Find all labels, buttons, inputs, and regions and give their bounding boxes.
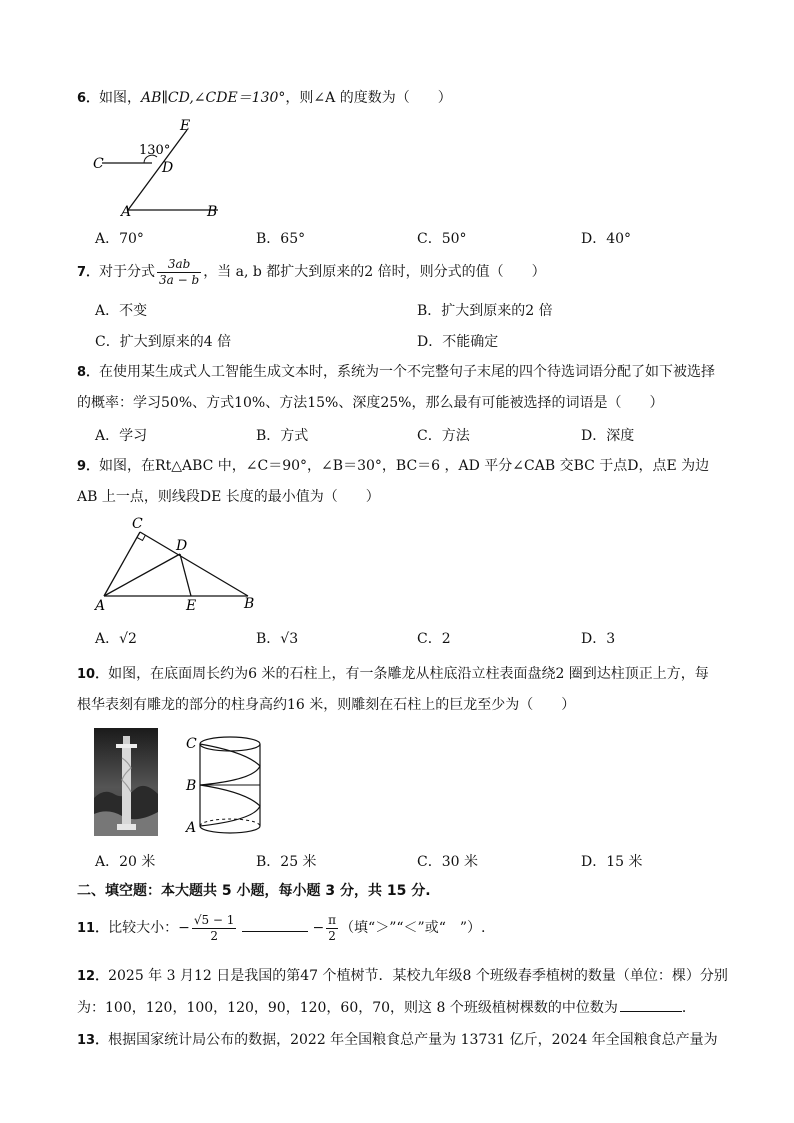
q8-option-b[interactable]: B．方式	[256, 428, 309, 444]
q11-right-denominator: 2	[328, 928, 336, 943]
q9-figure	[90, 512, 270, 616]
q10-label-a: A	[186, 820, 197, 836]
q11-left-numerator: √5 − 1	[193, 912, 235, 927]
q9-line-1	[77, 456, 709, 477]
q10-option-b[interactable]: B．25 米	[256, 854, 317, 870]
q10-option-a[interactable]: A．20 米	[95, 854, 156, 870]
q11-right-sign: −	[312, 920, 325, 936]
q7-option-c[interactable]: C．扩大到原来的4 倍	[95, 334, 232, 350]
q7-stem	[77, 254, 546, 291]
q6-option-d[interactable]: D．40°	[581, 231, 632, 247]
q12-text-2: 为：100，120，100，120，90，120，60，70，则这 8 个班级植树棵数的中位数为	[77, 1000, 618, 1016]
q10-option-d[interactable]: D．15 米	[581, 854, 643, 870]
q9-line-2: AB 上一点，则线段DE 长度的最小值为（ ）	[77, 489, 380, 505]
q6-option-c[interactable]: C．50°	[417, 231, 467, 247]
q6-line-ae	[128, 130, 187, 210]
q6-number: 6．	[77, 91, 100, 106]
q10-bottom-front-arc	[200, 826, 260, 833]
q6-text-pre: 如图，	[99, 90, 142, 106]
q11-right-fraction	[326, 913, 338, 944]
q7-frac-denominator: 3a − b	[159, 272, 200, 287]
q10-option-c[interactable]: C．30 米	[417, 854, 478, 870]
q6-angle-label: 130°	[139, 143, 171, 158]
q12-answer-blank[interactable]	[620, 1011, 682, 1012]
q9-number: 9．	[77, 459, 100, 474]
q6-text-post: ，则∠A 的度数为（ ）	[285, 90, 452, 106]
q6-stem	[77, 88, 452, 109]
q6-option-b[interactable]: B．65°	[256, 231, 306, 247]
q8-text-1: 在使用某生成式人工智能生成文本时，系统为一个不完整句子末尾的四个待选词语分配了如下被选择	[99, 364, 716, 380]
q6-label-a: A	[121, 204, 132, 220]
q10-label-b: B	[186, 778, 197, 794]
q12-line-1	[77, 966, 728, 987]
q9-text-1: 如图，在Rt△ABC 中，∠C＝90°，∠B＝30°，BC＝6 ，AD 平分∠CAB 交BC 于点D，点E 为边	[99, 458, 710, 474]
q11-answer-blank[interactable]	[242, 931, 308, 932]
q9-option-c[interactable]: C．2	[417, 631, 451, 647]
q11-left-sign: −	[178, 920, 190, 936]
q10-helix-upper	[200, 744, 260, 785]
q6-label-b: B	[207, 204, 218, 220]
q7-option-d[interactable]: D．不能确定	[417, 334, 499, 350]
q6-math: AB∥CD,∠CDE＝130°	[141, 90, 286, 106]
q10-line-2: 根华表刻有雕龙的部分的柱身高约16 米，则雕刻在石柱上的巨龙至少为（ ）	[77, 697, 576, 713]
q6-label-c: C	[93, 156, 104, 172]
q8-option-a[interactable]: A．学习	[95, 428, 148, 444]
q9-label-b: B	[244, 596, 255, 612]
q8-option-c[interactable]: C．方法	[417, 428, 470, 444]
q8-line-2: 的概率：学习50%、方式10%、方法15%、深度25%，那么最有可能被选择的词语是（ ）	[77, 395, 664, 411]
q11-number: 11．	[77, 921, 109, 936]
q7-fraction	[157, 257, 201, 288]
q10-helix-lower	[200, 785, 260, 826]
q10-number: 10．	[77, 667, 109, 682]
q9-label-a: A	[95, 598, 106, 614]
q6-label-d: D	[162, 160, 174, 176]
q7-text-post: ，当 a, b 都扩大到原来的2 倍时，则分式的值（ ）	[203, 264, 546, 280]
q10-cylinder-figure	[184, 728, 284, 840]
q13-number: 13．	[77, 1033, 109, 1048]
q9-label-d: D	[176, 538, 188, 554]
q11-left-fraction	[192, 913, 237, 944]
q11-text-post: （填“＞”“＜”或“ ”）.	[340, 920, 486, 936]
q9-option-a[interactable]: A．√2	[95, 631, 137, 647]
q7-option-a[interactable]: A．不变	[95, 303, 148, 319]
q12-number: 12．	[77, 969, 109, 984]
q12-text-end: ．	[681, 1000, 696, 1016]
q7-option-b[interactable]: B．扩大到原来的2 倍	[417, 303, 553, 319]
q7-frac-numerator: 3ab	[157, 257, 201, 273]
q9-label-c: C	[132, 516, 143, 532]
q10-text-1: 如图，在底面周长约为6 米的石柱上，有一条雕龙从柱底沿立柱表面盘绕2 圈到达柱顶正上方，每	[108, 666, 709, 682]
huabiao-photo	[94, 728, 158, 836]
q10-label-c: C	[186, 736, 197, 752]
q8-number: 8．	[77, 365, 100, 380]
q11-right-numerator: π	[328, 912, 337, 927]
q11-left-denominator: 2	[210, 928, 218, 943]
q11-text-pre: 比较大小：	[108, 920, 179, 936]
q10-line-1	[77, 664, 709, 685]
q13-text-1: 根据国家统计局公布的数据，2022 年全国粮食总产量为 13731 亿斤，2024 年全国粮食总产量为	[108, 1032, 718, 1048]
q12-line-2	[77, 998, 696, 1018]
q9-option-b[interactable]: B．√3	[256, 631, 299, 647]
q6-option-a[interactable]: A．70°	[95, 231, 144, 247]
q6-label-e: E	[180, 118, 191, 134]
q11-stem	[77, 910, 485, 947]
q8-option-d[interactable]: D．深度	[581, 428, 635, 444]
q8-line-1	[77, 362, 715, 383]
q12-text-1: 2025 年 3 月12 日是我国的第47 个植树节．某校九年级8 个班级春季植树的数量（单位：棵）分别	[108, 968, 728, 984]
q6-figure	[90, 118, 230, 222]
q10-top-ellipse	[200, 737, 260, 751]
section-fill-in-heading: 二、填空题：本大题共 5 小题，每小题 3 分，共 15 分.	[77, 883, 431, 899]
q7-number: 7．	[77, 265, 100, 280]
q13-line-1	[77, 1030, 718, 1051]
q9-segment-de	[180, 554, 191, 596]
q9-side-bc	[140, 532, 248, 596]
q9-option-d[interactable]: D．3	[581, 631, 616, 647]
q9-label-e: E	[186, 598, 197, 614]
q7-text-pre: 对于分式	[99, 264, 156, 280]
